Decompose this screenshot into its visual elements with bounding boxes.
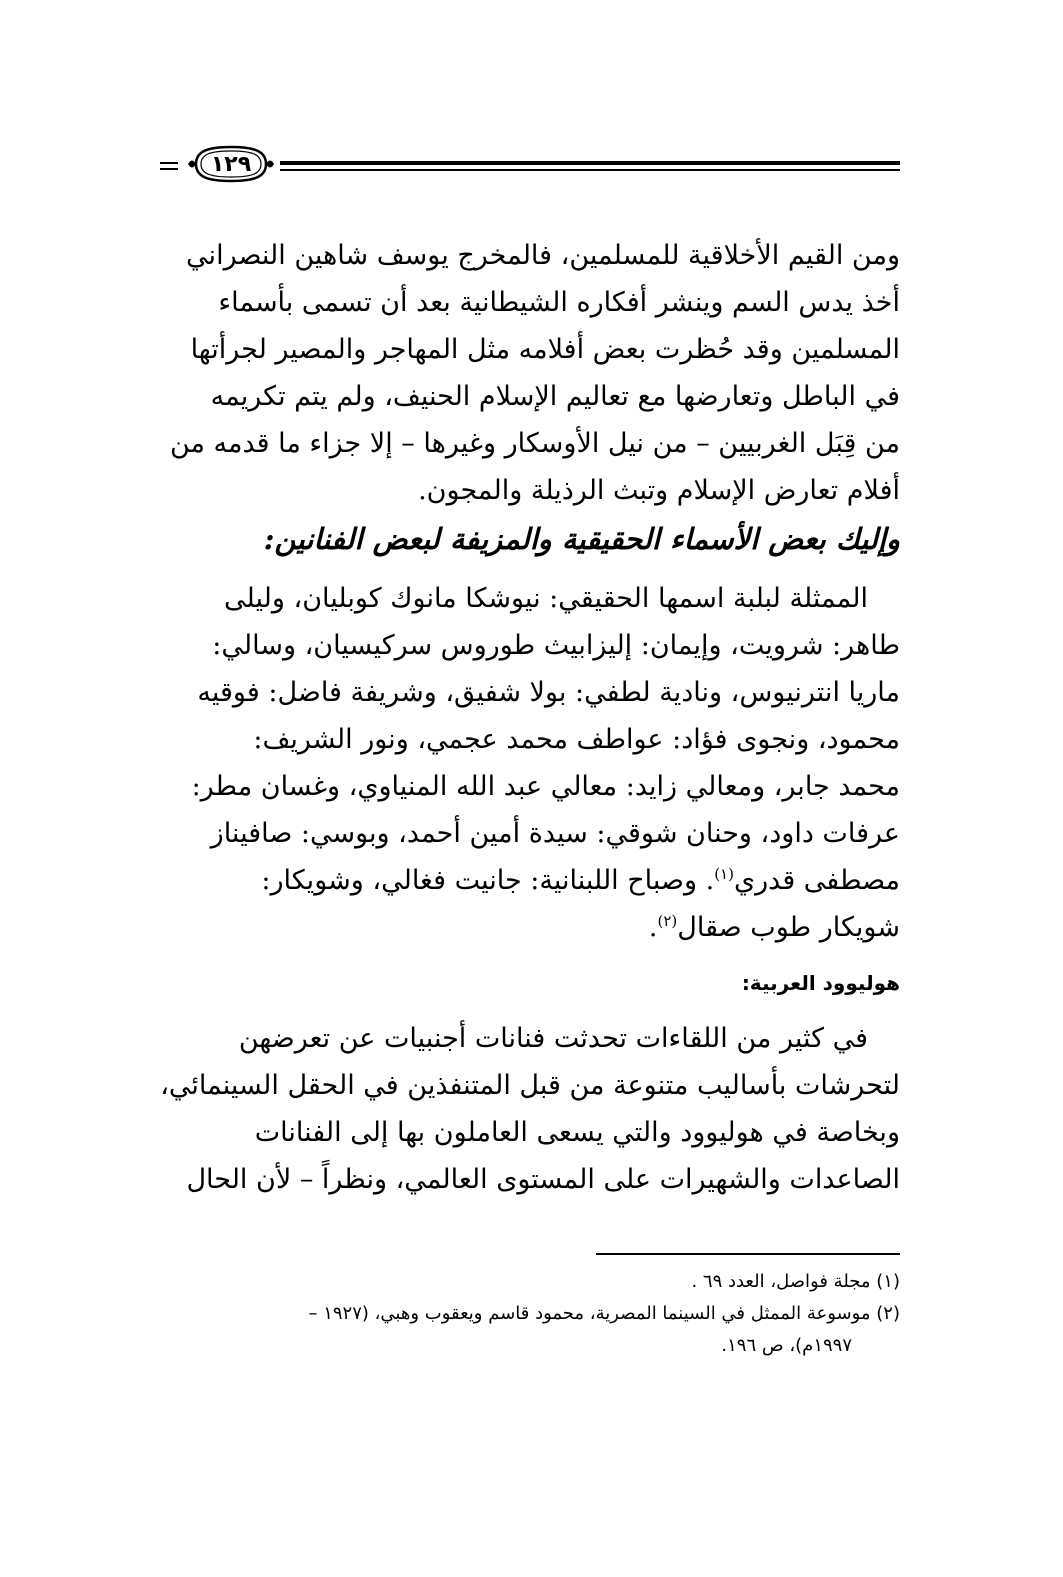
text-line	[160, 904, 900, 951]
text-line: عرفات داود، وحنان شوقي: سيدة أمين أحمد، وبوسي: صافيناز	[210, 818, 900, 849]
text-line: المسلمين وقد حُظرت بعض أفلامه مثل المهاجر والمصير لجرأتها	[190, 334, 900, 365]
text-span: . وصباح اللبنانية: جانيت فغالي، وشويكار:	[261, 865, 715, 896]
section-heading-hollywood: هوليوود العربية:	[741, 971, 900, 995]
text-line: وبخاصة في هوليوود والتي يسعى العاملون بها إلى الفنانات	[254, 1117, 900, 1148]
header-rule-left-thin	[160, 168, 178, 170]
footnote-1: (١) مجلة فواصل، العدد ٦٩ .	[691, 1271, 900, 1292]
paragraph-1	[160, 232, 900, 514]
text-span: .	[648, 912, 658, 943]
header-rule-right	[280, 161, 900, 165]
text-line: في الباطل وتعارضها مع تعاليم الإسلام الحنيف، ولم يتم تكريمه	[210, 381, 900, 412]
text-line: من قِبَل الغربيين – من نيل الأوسكار وغيرها – إلا جزاء ما قدمه من	[169, 428, 900, 459]
text-span: مصطفى قدري	[733, 865, 900, 896]
footnote-2-continued: ١٩٩٧م)، ص ١٩٦.	[721, 1335, 852, 1356]
header-rule-right-thin	[280, 169, 900, 171]
text-line: أخذ يدس السم وينشر أفكاره الشيطانية بعد أن تسمى بأسماء	[218, 287, 900, 318]
footnote-ref-2[interactable]: (٢)	[657, 912, 678, 930]
text-line: في كثير من اللقاءات تحدثت فنانات أجنبيات عن تعرضهن	[238, 1023, 868, 1054]
page-header	[160, 140, 900, 190]
text-line: الممثلة لبلبة اسمها الحقيقي: نيوشكا مانوك كوبليان، وليلى	[224, 583, 868, 614]
text-line: محمد جابر، ومعالي زايد: معالي عبد الله المنياوي، وغسان مطر:	[191, 771, 900, 802]
text-line: لتحرشات بأساليب متنوعة من قبل المتنفذين في الحقل السينمائي،	[160, 1070, 900, 1101]
paragraph-2	[160, 575, 900, 951]
section-heading-names: وإليك بعض الأسماء الحقيقية والمزيفة لبعض الفنانين:	[263, 522, 900, 556]
text-line: ماريا انترنيوس، ونادية لطفي: بولا شفيق، وشريفة فاضل: فوقيه	[197, 677, 900, 708]
text-line: طاهر: شرويت، وإيمان: إليزابيث طوروس سركيسيان، وسالي:	[212, 630, 900, 661]
footnote-ref-1[interactable]: (١)	[714, 865, 734, 883]
footnote-2: (٢) موسوعة الممثل في السينما المصرية، محمود قاسم ويعقوب وهبي، (١٩٢٧ –	[308, 1303, 900, 1324]
paragraph-3	[160, 1015, 900, 1203]
text-line: أفلام تعارض الإسلام وتبث الرذيلة والمجون.	[418, 475, 900, 506]
header-rule-left	[160, 162, 178, 164]
footnotes	[160, 1266, 900, 1362]
page-number: ١٢٩	[210, 151, 252, 177]
text-span: شويكار طوب صقال	[677, 912, 900, 943]
text-line: محمود، ونجوى فؤاد: عواطف محمد عجمي، ونور الشريف:	[253, 724, 900, 755]
text-line	[160, 857, 900, 904]
footnote-separator	[596, 1253, 900, 1255]
text-line: ومن القيم الأخلاقية للمسلمين، فالمخرج يوسف شاهين النصراني	[186, 240, 900, 271]
text-line: الصاعدات والشهيرات على المستوى العالمي، ونظراً – لأن الحال	[186, 1164, 900, 1195]
